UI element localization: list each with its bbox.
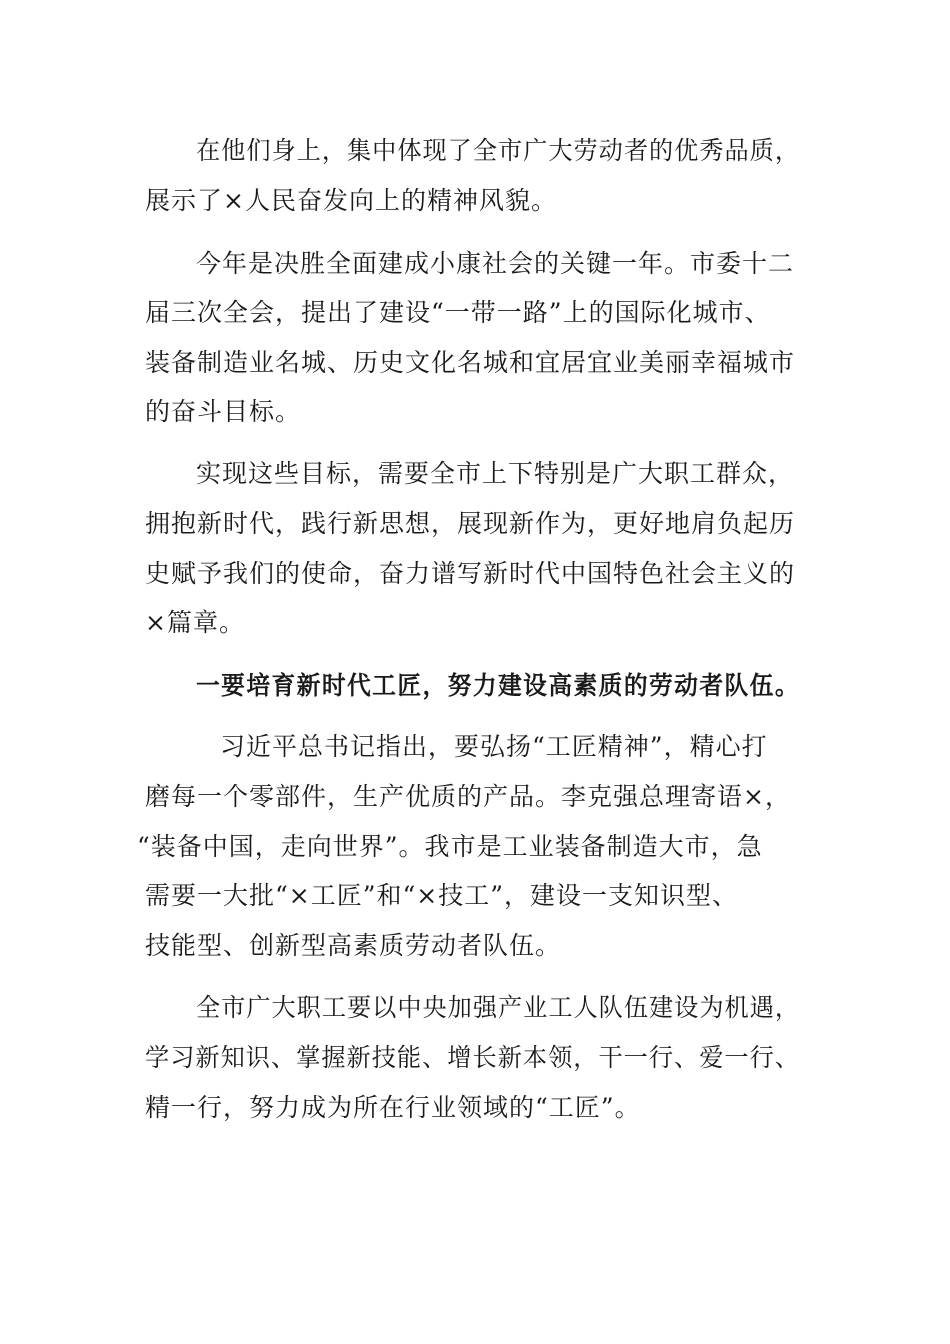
paragraph-3-line-2: 拥抱新时代，践行新思想，展现新作为，更好地肩负起历 bbox=[145, 509, 796, 538]
paragraph-5-line-2: 磨每一个零部件，生产优质的产品。李克强总理寄语×， bbox=[145, 782, 791, 811]
paragraph-5-line-5: 技能型、创新型高素质劳动者队伍。 bbox=[145, 931, 562, 960]
paragraph-6-line-3: 精一行，努力成为所在行业领域的“工匠”。 bbox=[145, 1093, 641, 1122]
section-heading: 一要培育新时代工匠，努力建设高素质的劳动者队伍。 bbox=[196, 671, 801, 700]
paragraph-6-line-1: 全市广大职工要以中央加强产业工人队伍建设为机遇， bbox=[196, 993, 801, 1022]
paragraph-1-line-2: 展示了×人民奋发向上的精神风貌。 bbox=[145, 186, 557, 215]
paragraph-6-line-2: 学习新知识、掌握新技能、增长新本领，干一行、爱一行、 bbox=[145, 1043, 801, 1072]
paragraph-2-line-2: 届三次全会，提出了建设“一带一路”上的国际化城市、 bbox=[145, 298, 771, 327]
paragraph-5-line-4: 需要一大批“×工匠”和“×技工”，建设一支知识型、 bbox=[145, 881, 739, 910]
paragraph-3-line-3: 史赋予我们的使命，奋力谱写新时代中国特色社会主义的 bbox=[145, 559, 796, 588]
paragraph-5-line-3: “装备中国，走向世界”。我市是工业装备制造大市，急 bbox=[137, 832, 763, 861]
paragraph-5-line-1: 习近平总书记指出，要弘扬“工匠精神”，精心打 bbox=[220, 732, 768, 761]
paragraph-3-line-1: 实现这些目标，需要全市上下特别是广大职工群众， bbox=[196, 459, 795, 488]
paragraph-2-line-4: 的奋斗目标。 bbox=[145, 397, 302, 426]
paragraph-2-line-3: 装备制造业名城、历史文化名城和宜居宜业美丽幸福城市 bbox=[145, 348, 796, 377]
paragraph-3-line-4: ×篇章。 bbox=[145, 608, 245, 637]
paragraph-1-line-1: 在他们身上，集中体现了全市广大劳动者的优秀品质， bbox=[196, 136, 801, 165]
paragraph-2-line-1: 今年是决胜全面建成小康社会的关键一年。市委十二 bbox=[196, 249, 795, 278]
